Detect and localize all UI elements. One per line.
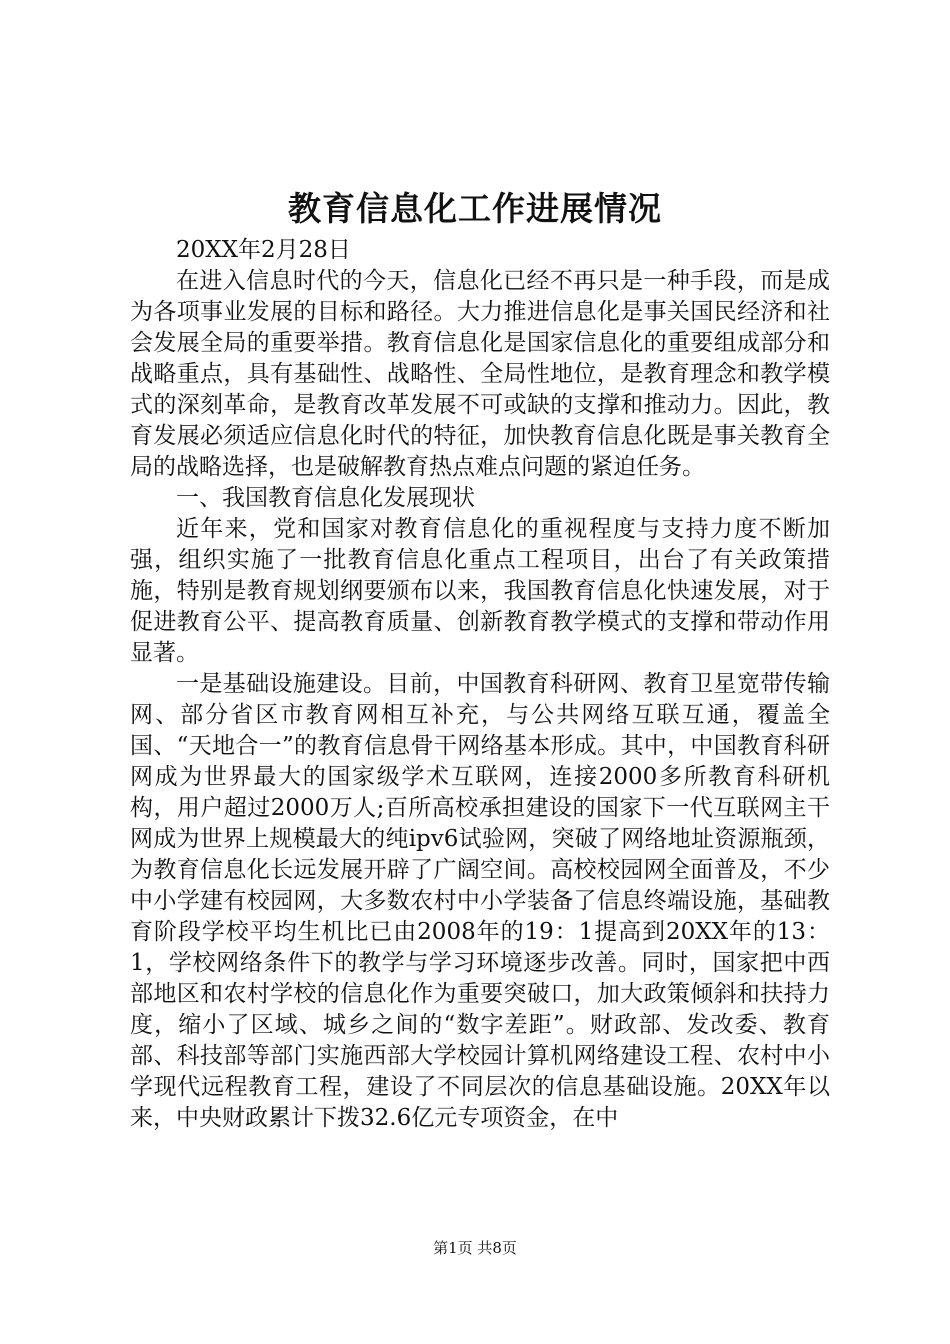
paragraph-status: 近年来，党和国家对教育信息化的重视程度与支持力度不断加强，组织实施了一批教育信息化重点工程项目，出台了有关政策措施，特别是教育规划纲要颁布以来，我国教育信息化快速发展，对于促进教育公平、提高教育质量、创新教育教学模式的支撑和带动作用显著。 xyxy=(130,516,830,666)
document-title: 教育信息化工作进展情况 xyxy=(288,189,662,228)
paragraph-intro: 在进入信息时代的今天，信息化已经不再只是一种手段，而是成为各项事业发展的目标和路径。大力推进信息化是事关国民经济和社会发展全局的重要举措。教育信息化是国家信息化的重要组成部分和战略重点，具有基础性、战略性、全局性地位，是教育理念和教学模式的深刻革命，是教育改革发展不可或缺的支撑和推动力。因此，教育发展必须适应信息化时代的特征，加快教育信息化既是事关教育全局的战略选择，也是破解教育热点难点问题的紧迫任务。 xyxy=(130,268,830,480)
page-footer: 第1页 共8页 xyxy=(433,1239,517,1257)
document-date: 20XX年2月28日 xyxy=(176,237,351,263)
section-heading: 一、我国教育信息化发展现状 xyxy=(176,485,475,511)
document-body xyxy=(130,235,830,1134)
paragraph-infrastructure: 一是基础设施建设。目前，中国教育科研网、教育卫星宽带传输网、部分省区市教育网相互补充，与公共网络互联互通，覆盖全国、“天地合一”的教育信息骨干网络基本形成。其中，中国教育科研网成为世界最大的国家级学术互联网，连接2000多所教育科研机构，用户超过2000万人;百所高校承担建设的国家下一代互联网主干网成为世界上规模最大的纯ipv6试验网，突破了网络地址资源瓶颈，为教育信息化长远发展开辟了广阔空间。高校校园网全面普及，不少中小学建有校园网，大多数农村中小学装备了信息终端设施，基础教育阶段学校平均生机比已由2008年的19：1提高到20XX年的13：1，学校网络条件下的教学与学习环境逐步改善。同时，国家把中西部地区和农村学校的信息化作为重要突破口，加大政策倾斜和扶持力度，缩小了区域、城乡之间的“数字差距”。财政部、发改委、教育部、科技部等部门实施西部大学校园计算机网络建设工程、农村中小学现代远程教育工程，建设了不同层次的信息基础设施。20XX年以来，中央财政累计下拨32.6亿元专项资金，在中 xyxy=(130,671,830,1131)
